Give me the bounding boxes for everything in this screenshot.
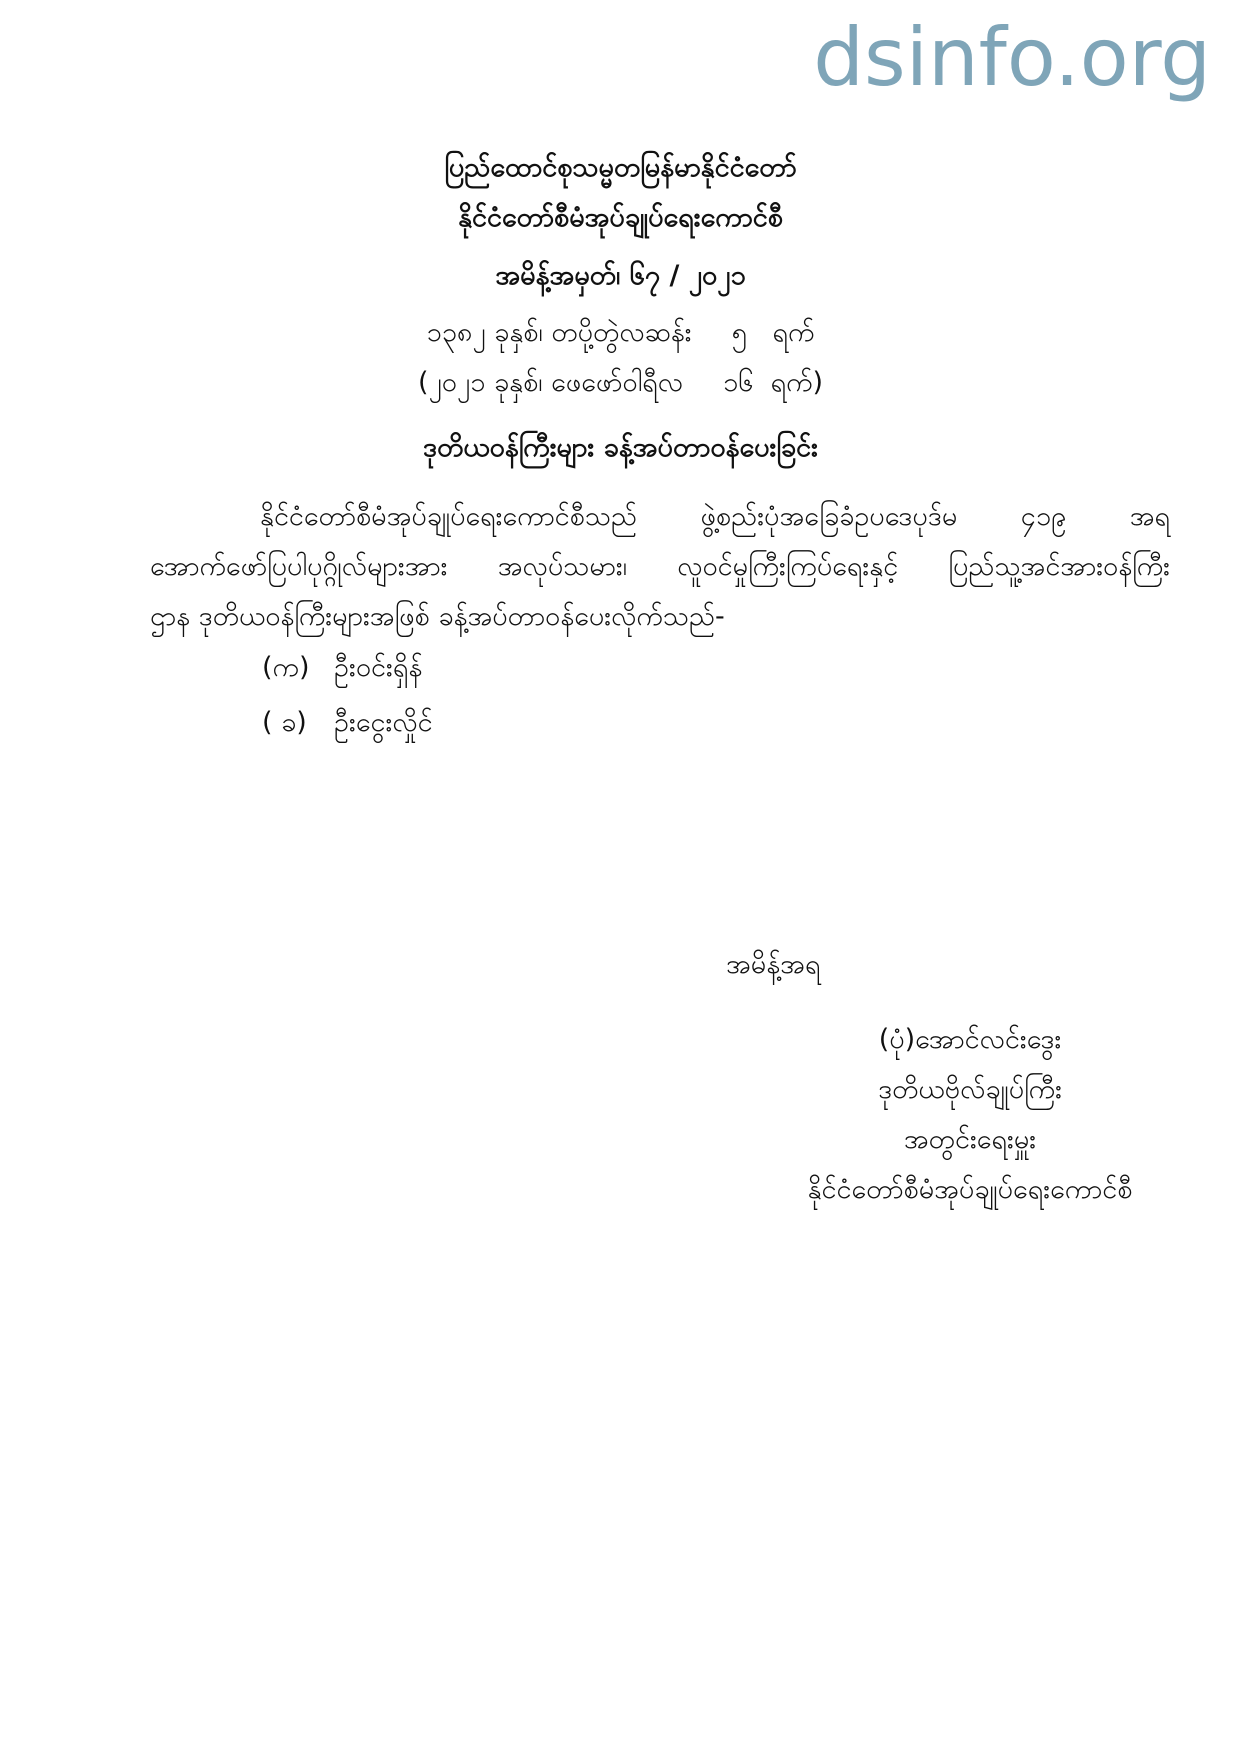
council-name-heading: နိုင်ငံတော်စီမံအုပ်ချုပ်ရေးကောင်စီ [458,202,783,233]
date-gregorian-year: (၂၀၂၁ ခုနှစ်၊ ဖေဖော်ဝါရီလ [417,367,684,398]
date-myanmar-day: ၅ [731,317,747,348]
date-myanmar-unit: ရက် [772,317,815,348]
signature-block [770,1015,1170,1215]
date-gregorian-unit: ရက်) [770,367,824,398]
date-gregorian-calendar [0,365,1241,405]
date-myanmar-year: ၁၃၈၂ ခုနှစ်၊ တပို့တွဲလဆန်း [426,317,692,348]
watermark-logo: dsinfo.org [813,11,1211,104]
date-gregorian-day: ၁၆ [723,367,754,398]
list-marker: ( ခ) [262,707,307,738]
by-order-label: အမိန့်အရ [726,949,821,980]
subject-heading: ဒုတိယဝန်ကြီးများ ခန့်အပ်တာဝန်ပေးခြင်း [423,432,818,463]
date-myanmar-calendar [0,315,1241,355]
body-line: အောက်ဖော်ပြပါပုဂ္ဂိုလ်များအား အလုပ်သမား၊ လူဝင်မှုကြီးကြပ်ရေးနှင့် ပြည်သူ့အင်အားဝန်ကြီး [150,551,1170,582]
signer-role: အတွင်းရေးမှူး [903,1124,1037,1155]
appointee-list-item [262,705,433,745]
list-marker: (က) [262,652,310,683]
signer-organization: နိုင်ငံတော်စီမံအုပ်ချုပ်ရေးကောင်စီ [807,1174,1133,1205]
order-number: အမိန့်အမှတ်၊ ၆၇ / ၂၀၂၁ [495,260,746,291]
state-name-heading: ပြည်ထောင်စုသမ္မတမြန်မာနိုင်ငံတော် [444,152,797,183]
body-line: ဌာန ဒုတိယဝန်ကြီးများအဖြစ် ခန့်အပ်တာဝန်ပေးလိုက်သည်- [150,601,725,632]
appointee-name: ဦးငွေးလှိုင် [334,707,433,738]
appointee-list-item [262,650,422,690]
appointee-name: ဦးဝင်းရှိန် [334,652,423,683]
body-line: နိုင်ငံတော်စီမံအုပ်ချုပ်ရေးကောင်စီသည် ဖွဲ့စည်းပုံအခြေခံဥပဒေပုဒ်မ ၄၁၉ အရ [260,501,1170,532]
body-paragraph [150,492,1170,642]
signer-name: (ပုံ)အောင်လင်းဒွေး [878,1024,1062,1055]
signer-rank: ဒုတိယဗိုလ်ချုပ်ကြီး [878,1074,1062,1105]
